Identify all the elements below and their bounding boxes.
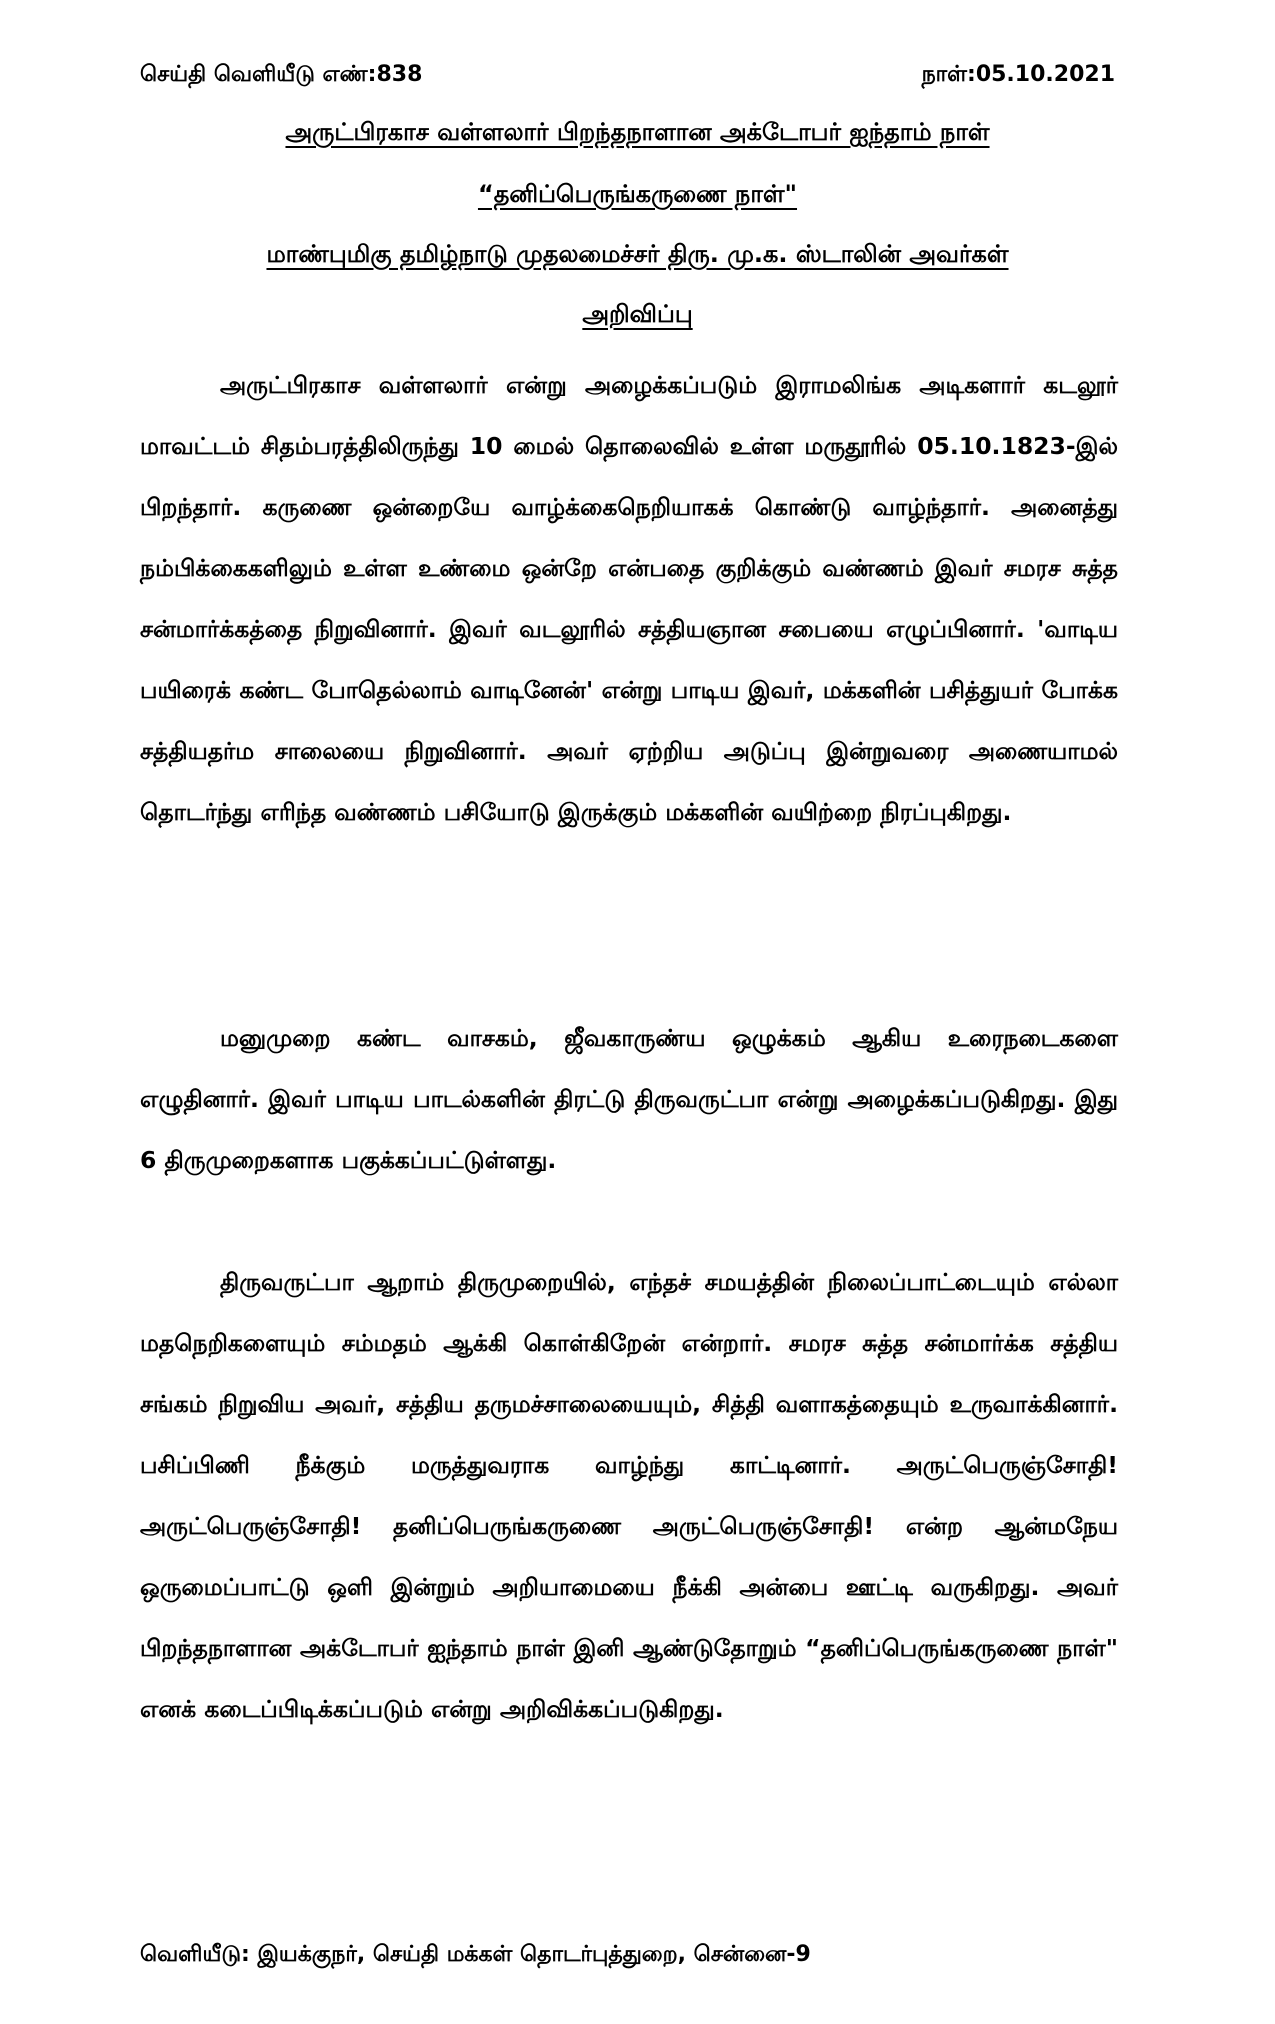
issuer-footer: வெளியீடு: இயக்குநர், செய்தி மக்கள் தொடர்புத்துறை, சென்னை-9 (140, 1942, 811, 1967)
body-paragraph-1: அருட்பிரகாச வள்ளலார் என்று அழைக்கப்படும் இராமலிங்க அடிகளார் கடலூர் மாவட்டம் சிதம்பரத்திலிருந்து 10 மைல் தொலைவில் உள்ள மருதூரில் 05.10.1823-இல் பிறந்தார். கருணை ஒன்றையே வாழ்க்கைநெறியாகக் கொண்டு வாழ்ந்தார். அனைத்து நம்பிக்கைகளிலும் உள்ள உண்மை ஒன்றே என்பதை குறிக்கும் வண்ணம் இவர் சமரச சுத்த சன்மார்க்கத்தை நிறுவினார். இவர் வடலூரில் சத்தியஞான சபையை எழுப்பினார். 'வாடிய பயிரைக் கண்ட போதெல்லாம் வாடினேன்' என்று பாடிய இவர், மக்களின் பசித்துயர் போக்க சத்தியதர்ம சாலையை நிறுவினார். அவர் ஏற்றிய அடுப்பு இன்றுவரை அணையாமல் தொடர்ந்து எரிந்த வண்ணம் பசியோடு இருக்கும் மக்களின் வயிற்றை நிரப்புகிறது. (140, 371, 1118, 826)
body-paragraph-3: திருவருட்பா ஆறாம் திருமுறையில், எந்தச் சமயத்தின் நிலைப்பாட்டையும் எல்லா மதநெறிகளையும் சம்மதம் ஆக்கி கொள்கிறேன் என்றார். சமரச சுத்த சன்மார்க்க சத்திய சங்கம் நிறுவிய அவர், சத்திய தருமச்சாலையையும், சித்தி வளாகத்தையும் உருவாக்கினார். பசிப்பிணி நீக்கும் மருத்துவராக வாழ்ந்து காட்டினார். அருட்பெருஞ்சோதி! அருட்பெருஞ்சோதி! தனிப்பெருங்கருணை அருட்பெருஞ்சோதி! என்ற ஆன்மநேய ஒருமைப்பாட்டு ஒளி இன்றும் அறியாமையை நீக்கி அன்பை ஊட்டி வருகிறது. அவர் பிறந்தநாளான அக்டோபர் ஐந்தாம் நாள் இனி ஆண்டுதோறும் “தனிப்பெருங்கருணை நாள்" எனக் கடைப்பிடிக்கப்படும் என்று அறிவிக்கப்படுகிறது. (140, 1268, 1118, 1723)
title-day-name: “தனிப்பெருங்கருணை நாள்" (477, 180, 798, 208)
release-date: நாள்:05.10.2021 (921, 62, 1115, 87)
title-announcement: அறிவிப்பு (582, 300, 693, 328)
title-occasion: அருட்பிரகாச வள்ளலார் பிறந்தநாளான அக்டோபர் ஐந்தாம் நாள் (285, 118, 990, 146)
body-paragraph-2: மனுமுறை கண்ட வாசகம், ஜீவகாருண்ய ஒழுக்கம் ஆகிய உரைநடைகளை எழுதினார். இவர் பாடிய பாடல்களின் திரட்டு திருவருட்பா என்று அழைக்கப்படுகிறது. இது 6 திருமுறைகளாக பகுக்கப்பட்டுள்ளது. (140, 1024, 1118, 1174)
title-chief-minister: மாண்புமிகு தமிழ்நாடு முதலமைச்சர் திரு. மு.க. ஸ்டாலின் அவர்கள் (266, 240, 1009, 268)
release-number: செய்தி வெளியீடு எண்:838 (140, 62, 423, 87)
document-header (140, 62, 1115, 102)
